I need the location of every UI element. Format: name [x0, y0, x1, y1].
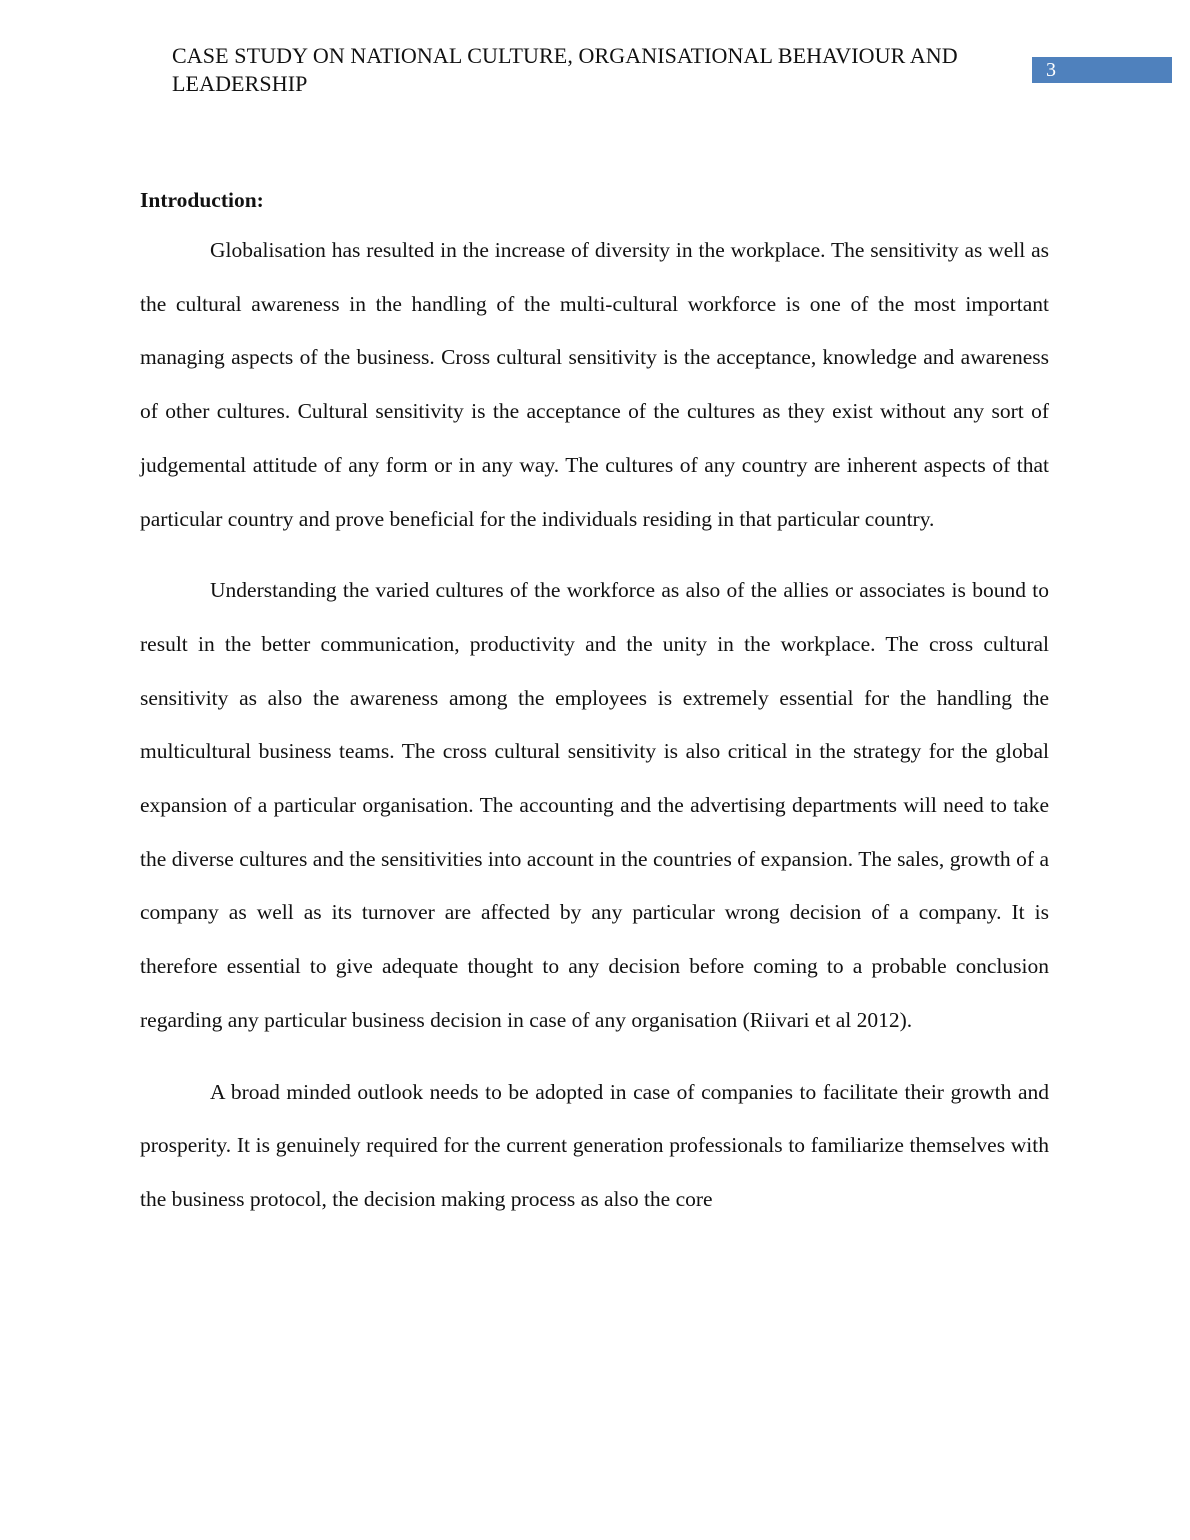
body-paragraph-1: Globalisation has resulted in the increase of diversity in the workplace. The sensitivity as well as the cultural awareness in the handling of the multi-cultural workforce is one of the most important managing aspects of the business. Cross cultural sensitivity is the acceptance, knowledge and awareness of other cultures. Cultural sensitivity is the acceptance of the cultures as they exist without any sort of judgemental attitude of any form or in any way. The cultures of any country are inherent aspects of that particular country and prove beneficial for the individuals residing in that particular country. [140, 238, 1049, 531]
running-header-title: CASE STUDY ON NATIONAL CULTURE, ORGANISATIONAL BEHAVIOUR AND LEADERSHIP [172, 43, 958, 96]
section-heading-introduction: Introduction: [140, 188, 264, 212]
body-paragraph-3: A broad minded outlook needs to be adopted in case of companies to facilitate their growth and prosperity. It is genuinely required for the current generation professionals to familiarize themselves with the business protocol, the decision making process as also the core [140, 1079, 1049, 1211]
page-number-badge: 3 [1032, 57, 1172, 83]
body-paragraph-2: Understanding the varied cultures of the workforce as also of the allies or associates is bound to result in the better communication, productivity and the unity in the workplace. The cross cultural sensitivity as also the awareness among the employees is extremely essential for the handling the multicultural business teams. The cross cultural sensitivity is also critical in the strategy for the global expansion of a particular organisation. The accounting and the advertising departments will need to take the diverse cultures and the sensitivities into account in the countries of expansion. The sales, growth of a company as well as its turnover are affected by any particular wrong decision of a company. It is therefore essential to give adequate thought to any decision before coming to a probable conclusion regarding any particular business decision in case of any organisation (Riivari et al 2012). [140, 578, 1049, 1032]
document-body [140, 184, 1049, 1245]
